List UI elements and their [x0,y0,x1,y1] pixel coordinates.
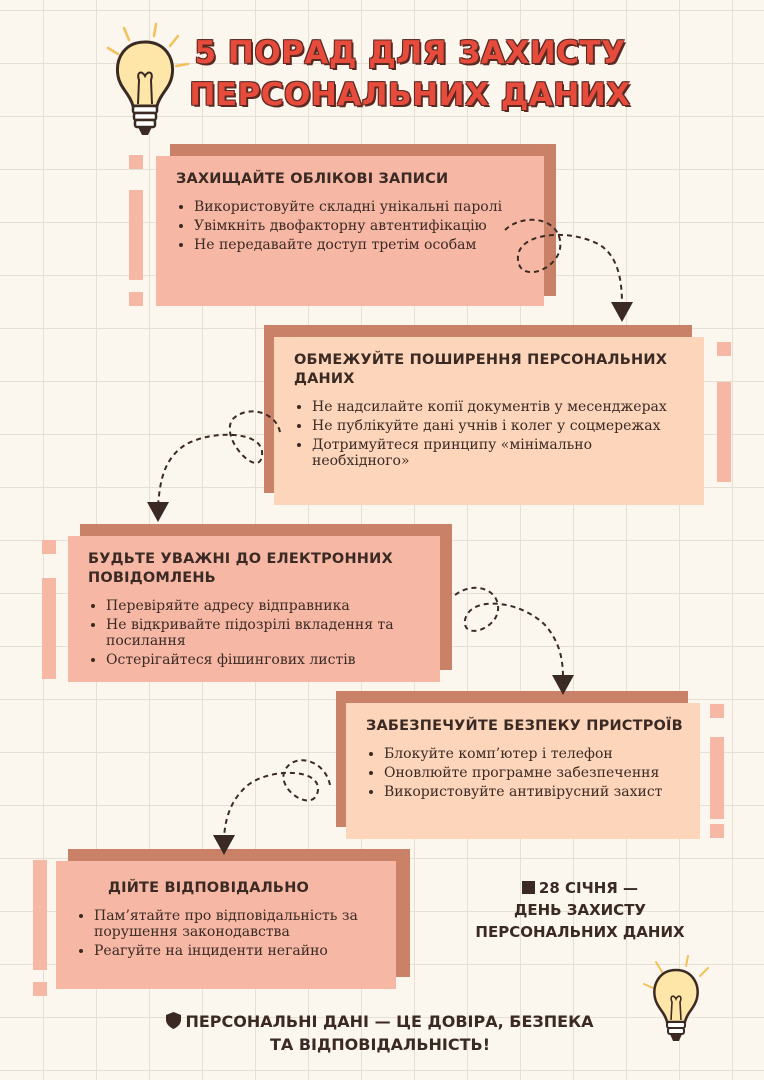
tip-title: ЗАХИЩАЙТЕ ОБЛІКОВІ ЗАПИСИ [176,171,449,187]
tip-item: • Дотримуйтеся принципу «мінімально необхідного» [312,437,692,469]
date-note [430,877,730,943]
shield-icon [166,1012,181,1029]
tip-item: • Не надсилайте копії документів у месенджерах [312,399,692,415]
tip-title: ЗАБЕЗПЕЧУЙТЕ БЕЗПЕКУ ПРИСТРОЇВ [366,718,683,734]
date-line-2: ДЕНЬ ЗАХИСТУ [513,901,646,919]
title-line-1: 5 ПОРАД ДЛЯ ЗАХИСТУ [194,35,626,71]
tip-item: • Блокуйте комп’ютер і телефон [384,746,688,762]
footer-line-2: ТА ВІДПОВІДАЛЬНІСТЬ! [269,1035,490,1054]
tip-item: • Використовуйте складні унікальні паролі [194,199,532,215]
tip-title: ДІЙТЕ ВІДПОВІДАЛЬНО [108,880,310,896]
title-line-2: ПЕРСОНАЛЬНИХ ДАНИХ [189,77,631,113]
tip-item: • Не відкривайте підозрілі вкладення та посилання [106,617,428,649]
tip-item: • Пам’ятайте про відповідальність за порушення законодавства [94,908,384,940]
tip-item: • Увімкніть двофакторну автентифікацію [194,218,532,234]
tip-item: • Перевіряйте адресу відправника [106,598,428,614]
tip-item: • Не передавайте доступ третім особам [194,237,532,253]
tip-item: • Остерігайтеся фішингових листів [106,652,428,668]
tip-item: • Оновлюйте програмне забезпечення [384,765,688,781]
tip-item: • Використовуйте антивірусний захист [384,784,688,800]
date-line-3: ПЕРСОНАЛЬНИХ ДАНИХ [475,923,685,941]
footer-line-1: ПЕРСОНАЛЬНІ ДАНІ — ЦЕ ДОВІРА, БЕЗПЕКА [185,1012,594,1031]
footer-slogan [110,1010,650,1056]
tip-title: ОБМЕЖУЙТЕ ПОШИРЕННЯ ПЕРСОНАЛЬНИХ ДАНИХ [294,352,668,387]
tip-item: • Реагуйте на інциденти негайно [94,943,384,959]
tip-title: БУДЬТЕ УВАЖНІ ДО ЕЛЕКТРОННИХ ПОВІДОМЛЕНЬ [88,551,393,586]
tip-item: • Не публікуйте дані учнів і колег у соцмережах [312,418,692,434]
calendar-icon [522,881,535,894]
date-line-1: 28 СІЧНЯ — [538,879,639,897]
